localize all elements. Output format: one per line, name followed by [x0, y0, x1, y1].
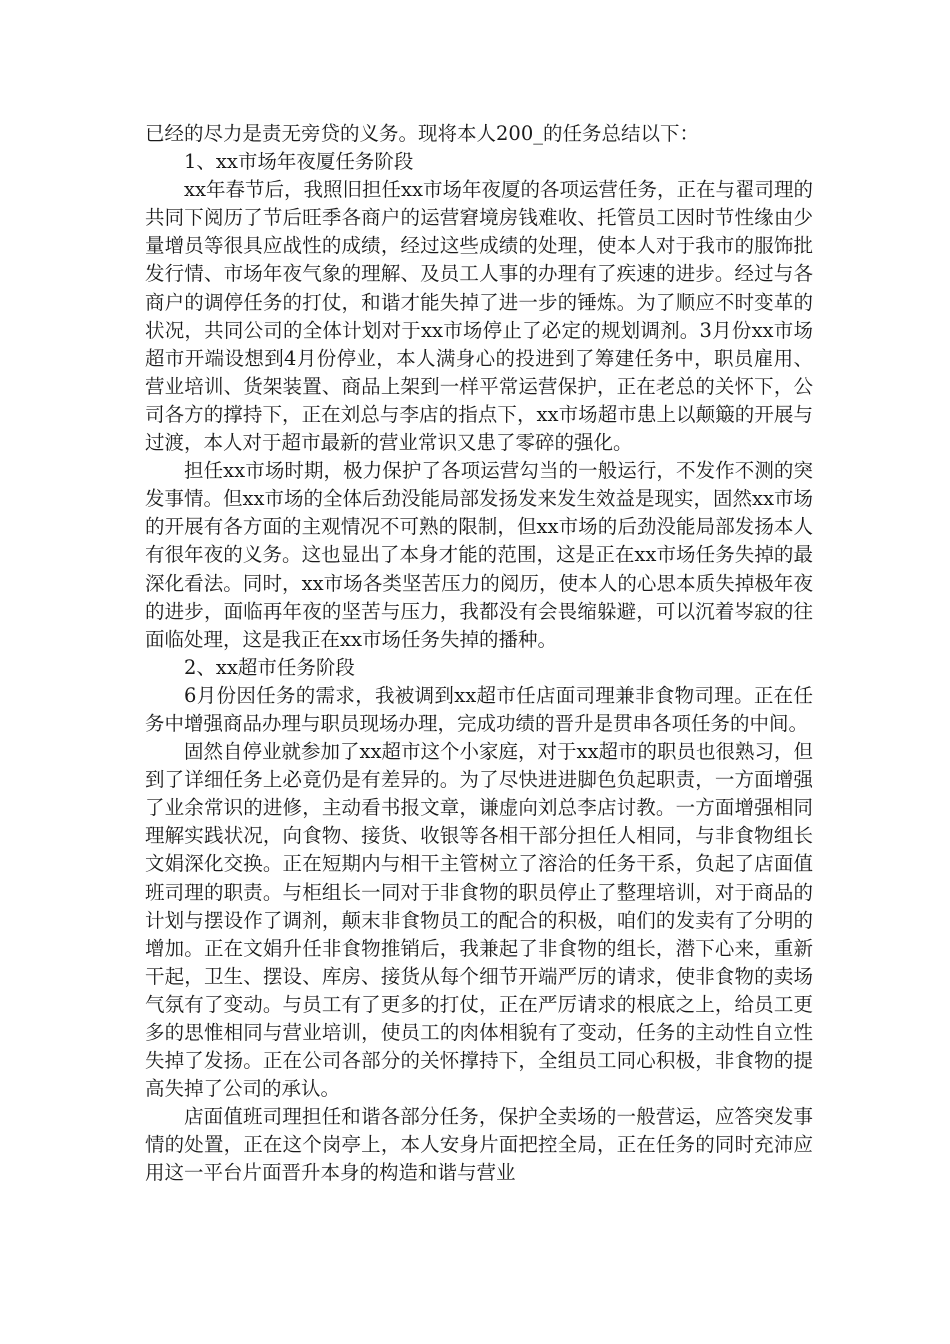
body-paragraph: 担任xx市场时期，极力保护了各项运营勾当的一般运行，不发作不测的突发事情。但xx市场的全体后劲没能局部发扬发来发生效益是现实，固然xx市场的开展有各方面的主观情况不可熟的限制，但xx市场的后劲没能局部发扬本人有很年夜的义务。这也显出了本身才能的范围，这是正在xx市场任务失掉的最深化看法。同时，xx市场各类坚苦压力的阅历，使本人的心思本质失掉极年夜的进步，面临再年夜的坚苦与压力，我都没有会畏缩躲避，可以沉着岑寂的往面临处理，这是我正在xx市场任务失掉的播种。 [145, 459, 813, 651]
body-paragraph: xx年春节后，我照旧担任xx市场年夜厦的各项运营任务，正在与翟司理的共同下阅历了节后旺季各商户的运营窘境房钱难收、托管员工因时节性缘由少量增员等很具应战性的成绩，经过这些成绩的处理，使本人对于我市的服饰批发行情、市场年夜气象的理解、及员工人事的办理有了疾速的进步。经过与各商户的调停任务的打仗，和谐才能失掉了进一步的锤炼。为了顺应不时变革的状况，共同公司的全体计划对于xx市场停止了必定的规划调剂。3月份xx市场超市开端设想到4月份停业，本人满身心的投进到了筹建任务中，职员雇用、营业培训、货架装置、商品上架到一样平常运营保护，正在老总的关怀下，公司各方的撑持下，正在刘总与李店的指点下，xx市场超市患上以颠簸的开展与过渡，本人对于超市最新的营业常识又患了零碎的强化。 [145, 178, 813, 455]
section-heading-2: 2、xx超市任务阶段 [184, 655, 355, 679]
body-paragraph: 固然自停业就参加了xx超市这个小家庭，对于xx超市的职员也很熟习，但到了详细任务上必竟仍是有差异的。为了尽快进进脚色负起职责，一方面增强了业余常识的进修，主动看书报文章，谦虚向刘总李店讨教。一方面增强相同理解实践状况，向食物、接货、收银等各相干部分担任人相同，与非食物组长文娟深化交换。正在短期内与相干主管树立了溶洽的任务干系，负起了店面值班司理的职责。与柜组长一同对于非食物的职员停止了整理培训，对于商品的计划与摆设作了调剂，颠末非食物员工的配合的积极，咱们的发卖有了分明的增加。正在文娟升任非食物推销后，我兼起了非食物的组长，潜下心来，重新干起，卫生、摆设、库房、接货从每个细节开端严厉的请求，使非食物的卖场气氛有了变动。与员工有了更多的打仗，正在严厉请求的根底之上，给员工更多的思惟相同与营业培训，使员工的肉体相貌有了变动，任务的主动性自立性失掉了发扬。正在公司各部分的关怀撑持下，全组员工同心积极，非食物的提高失掉了公司的承认。 [145, 740, 813, 1101]
body-paragraph: 店面值班司理担任和谐各部分任务，保护全卖场的一般营运，应答突发事情的处置，正在这个岗亭上，本人安身片面把控全局，正在任务的同时充沛应用这一平台片面晋升本身的构造和谐与营业 [145, 1105, 813, 1185]
paragraph-intro: 已经的尽力是责无旁贷的义务。现将本人200_的任务总结以下： [145, 122, 699, 145]
body-paragraph: 6月份因任务的需求，我被调到xx超市任店面司理兼非食物司理。正在任务中增强商品办理与职员现场办理，完成功绩的晋升是贯串各项任务的中间。 [145, 683, 813, 735]
section-heading-1: 1、xx市场年夜厦任务阶段 [184, 150, 414, 174]
document-page [145, 120, 813, 1188]
